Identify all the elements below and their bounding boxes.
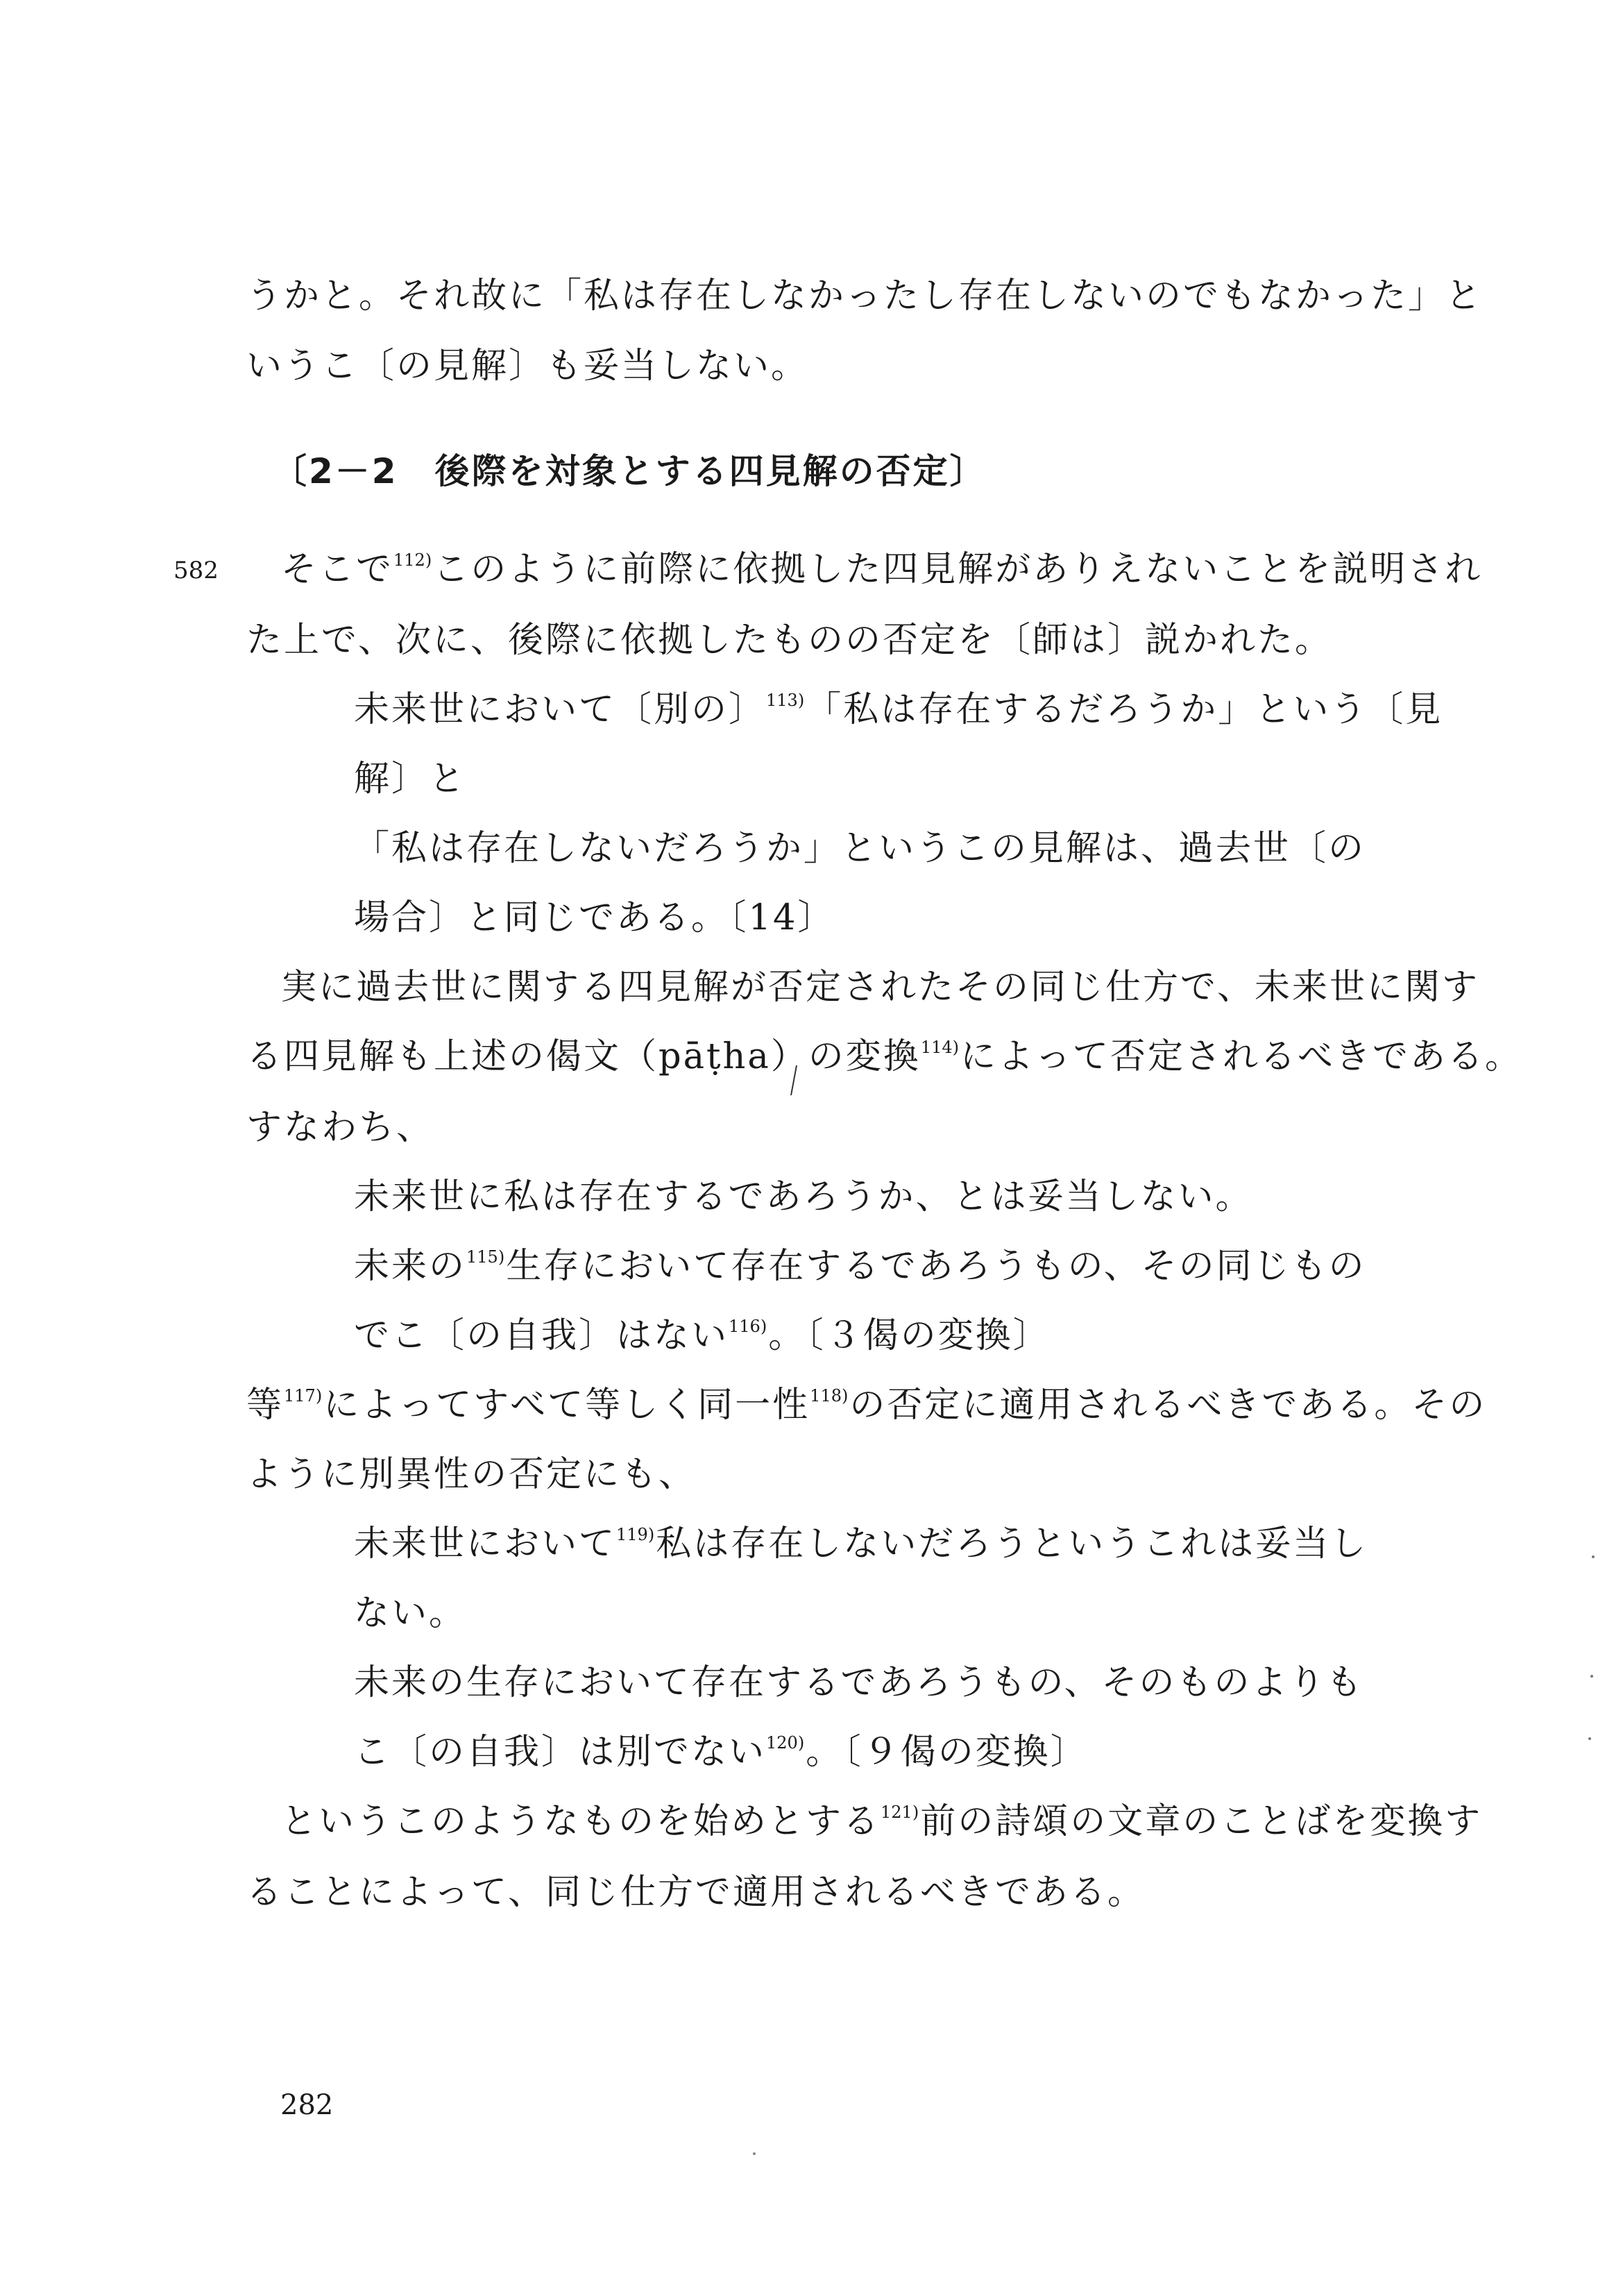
section-heading: 〔2－2 後際を対象とする四見解の否定〕 [272,451,987,491]
footnote-ref: 115) [466,1247,505,1267]
scan-speck [1592,1555,1595,1558]
body-line-11: ることによって、同じ仕方で適用されるべきである。 [246,1872,1145,1913]
pencil-mark [791,1065,797,1095]
body-line-10: というこのようなものを始めとする$^{121)}$前の詩頌の文章のことばを変換す [281,1801,1483,1842]
scan-speck [1588,1737,1591,1740]
footnote-ref: 117) [284,1386,323,1406]
body-line-3: そこで$^{112)}$このように前際に依拠した四見解がありえないことを説明され [281,549,1483,590]
body-line-9: ように別異性の否定にも、 [246,1454,697,1495]
verse-line-11: こ〔の自我〕は別でない$^{120)}$。〔９偈の変換〕 [354,1732,1088,1773]
footnote-ref: 112) [393,550,432,570]
body-line-8: 等$^{117)}$によってすべて等しく同一性$^{118)}$の否定に適用されるべきである。その [246,1385,1487,1426]
footnote-ref: 113) [766,691,805,710]
footnote-ref: 114) [920,1038,959,1057]
body-line-7: すなわち、 [246,1107,434,1148]
footnote-ref: 120) [766,1733,805,1753]
scan-speck [753,2152,756,2155]
verse-line-3: 「私は存在しないだろうか」というこの見解は、過去世〔の [354,828,1366,869]
body-line-6: る四見解も上述の偈文（pāṭha）の変換$^{114)}$によって否定されるべきである。 [246,1036,1522,1077]
body-line-2: いうこ〔の見解〕も妥当しない。 [246,346,809,387]
scan-speck [1590,1675,1593,1678]
footnote-ref: 116) [729,1317,767,1336]
body-line-5: 実に過去世に関する四見解が否定されたその同じ仕方で、未来世に関す [281,967,1479,1008]
body-line-4: た上で、次に、後際に依拠したものの否定を〔師は〕説かれた。 [246,620,1332,661]
verse-line-4: 場合〕と同じである。〔14〕 [354,897,835,938]
page-number: 282 [280,2089,334,2121]
verse-line-6: 未来の$^{115)}$生存において存在するであろうもの、その同じもの [354,1246,1366,1287]
footnote-ref: 118) [810,1386,849,1406]
verse-line-8: 未来世において$^{119)}$私は存在しないだろうというこれは妥当し [354,1523,1368,1564]
verse-line-9: ない。 [354,1593,467,1634]
verse-line-5: 未来世に私は存在するであろうか、とは妥当しない。 [354,1176,1253,1217]
verse-line-1: 未来世において〔別の〕$^{113)}$「私は存在するだろうか」という〔見 [354,689,1443,730]
verse-line-10: 未来の生存において存在するであろうもの、そのものよりも [354,1662,1364,1703]
verse-line-2: 解〕と [354,759,467,800]
footnote-ref: 119) [616,1525,655,1544]
body-line-1: うかと。それ故に「私は存在しなかったし存在しないのでもなかった」と [246,276,1484,316]
paragraph-number: 582 [173,557,219,584]
footnote-ref: 121) [881,1803,919,1822]
verse-line-7: でこ〔の自我〕はない$^{116)}$。〔３偈の変換〕 [354,1315,1051,1356]
